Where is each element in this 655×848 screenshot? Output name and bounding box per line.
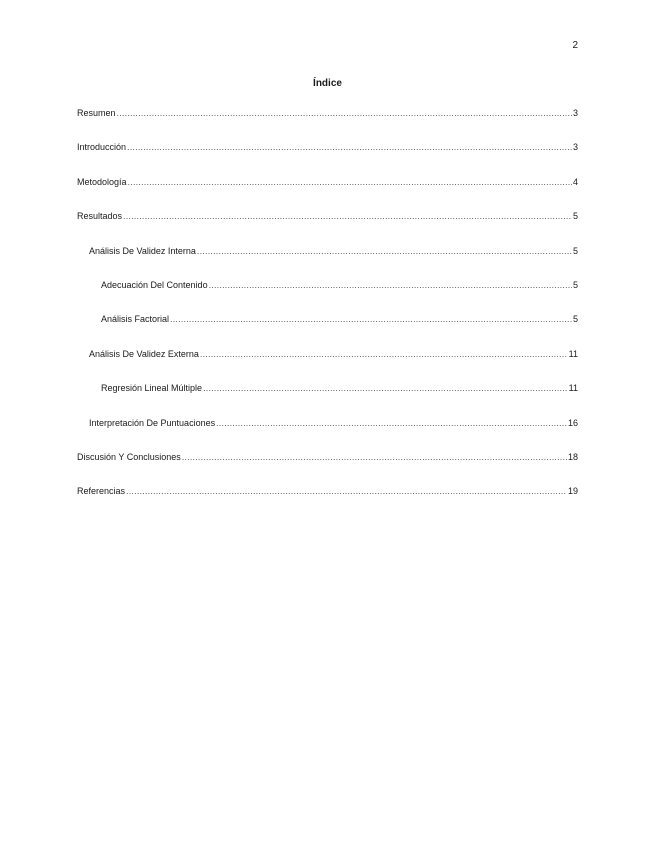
toc-entry-page: 19 xyxy=(567,486,578,497)
toc-entry-label: Introducción xyxy=(77,142,127,153)
toc-entry-label: Referencias xyxy=(77,486,126,497)
toc-entry-label: Metodología xyxy=(77,176,127,187)
dot-leader xyxy=(203,382,568,394)
dot-leader xyxy=(170,313,572,325)
toc-entry-label: Resumen xyxy=(77,108,116,118)
toc-entry-label: Análisis De Validez Externa xyxy=(89,348,199,359)
dot-leader xyxy=(128,176,572,188)
toc-entry-analisis-factorial[interactable] xyxy=(77,313,578,347)
toc-entry-introduccion[interactable] xyxy=(77,141,578,175)
toc-entry-adecuacion-contenido[interactable] xyxy=(77,279,578,313)
toc-entry-label: Discusión Y Conclusiones xyxy=(77,451,181,462)
toc-entry-regresion-lineal[interactable] xyxy=(77,382,578,416)
toc-entry-validez-externa[interactable] xyxy=(77,348,578,382)
dot-leader xyxy=(200,348,568,360)
toc-entry-label: Análisis Factorial xyxy=(101,314,170,325)
dot-leader xyxy=(126,485,567,497)
toc-entry-page: 11 xyxy=(568,383,578,394)
toc-entry-page: 3 xyxy=(572,142,578,153)
toc-entry-label: Resultados xyxy=(77,211,123,222)
toc-entry-page: 4 xyxy=(572,176,578,187)
toc-entry-metodologia[interactable] xyxy=(77,176,578,210)
toc-entry-referencias[interactable] xyxy=(77,485,578,519)
toc-entry-page: 5 xyxy=(572,314,578,325)
toc-entry-interpretacion-puntuaciones[interactable] xyxy=(77,417,578,451)
dot-leader xyxy=(127,141,572,153)
toc-entry-page: 5 xyxy=(572,279,578,290)
dot-leader xyxy=(123,210,572,222)
dot-leader xyxy=(197,245,572,257)
toc-entry-page: 5 xyxy=(572,211,578,222)
toc-entry-label: Adecuación Del Contenido xyxy=(101,279,208,290)
toc-entry-label: Análisis De Validez Interna xyxy=(89,245,196,256)
dot-leader xyxy=(209,279,572,291)
toc-entry-page: 18 xyxy=(567,451,578,462)
toc-entry-label: Interpretación De Puntuaciones xyxy=(89,417,216,428)
toc-entry-validez-interna[interactable] xyxy=(77,245,578,279)
toc-entry-resumen[interactable] xyxy=(77,107,578,141)
toc-entry-page: 11 xyxy=(568,348,578,359)
page-number: 2 xyxy=(572,40,578,51)
dot-leader xyxy=(182,451,567,463)
dot-leader xyxy=(216,417,567,429)
dot-leader xyxy=(117,107,572,119)
toc-entry-page: 16 xyxy=(567,417,578,428)
toc-entry-discusion[interactable] xyxy=(77,451,578,485)
toc-title: Índice xyxy=(313,78,342,89)
table-of-contents xyxy=(77,107,578,520)
toc-entry-label: Regresión Lineal Múltiple xyxy=(101,383,203,394)
toc-entry-page: 5 xyxy=(572,245,578,256)
toc-entry-resultados[interactable] xyxy=(77,210,578,244)
toc-entry-page: 3 xyxy=(572,108,578,118)
